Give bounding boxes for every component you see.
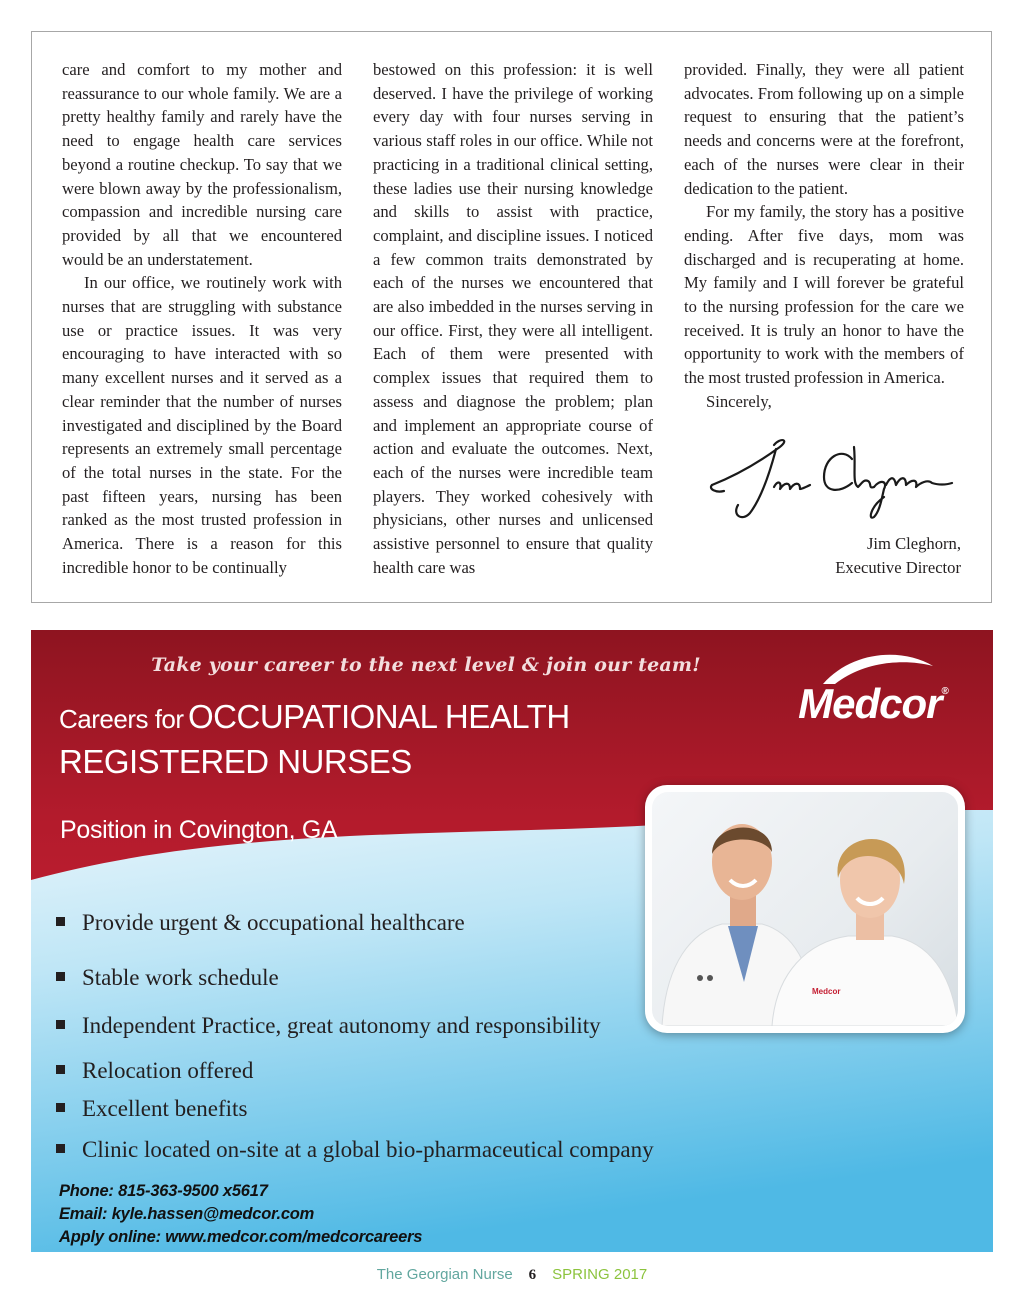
list-item: Excellent benefits xyxy=(56,1096,247,1122)
paragraph: For my family, the story has a positive ending. After five days, mom was discharged and is recuperating at home. My family and I will forever be grateful to the nursing profession for the care we received. It is truly an honor to have the opportunity to work with the members of the most trusted profession in America. xyxy=(684,202,964,388)
apply-link[interactable]: Apply online: www.medcor.com/medcorcareers xyxy=(59,1228,423,1246)
magazine-title: The Georgian Nurse xyxy=(376,1266,513,1283)
letter-box xyxy=(31,31,992,603)
ad-headline xyxy=(59,698,679,781)
letter-column-3 xyxy=(684,58,964,414)
uniform-logo-badge: Medcor xyxy=(812,987,841,996)
headline-lead: Careers for xyxy=(59,704,184,734)
medcor-logo xyxy=(783,644,963,734)
bullet-icon xyxy=(56,917,65,926)
nurses-photo-illustration xyxy=(652,792,958,1026)
email-link[interactable]: Email: kyle.hassen@medcor.com xyxy=(59,1205,315,1223)
signer-name: Jim Cleghorn, xyxy=(866,534,961,553)
bullet-icon xyxy=(56,1103,65,1112)
paragraph: In our office, we routinely work with nurses that are struggling with substance use or practice issues. It was very encouraging to have interacted with so many excellent nurses and it served as a clear reminder that the number of nurses investigated and disciplined by the Board represents an extremely small percentage of the total nurses in the state. For the past fifteen years, nursing has been ranked as the most trusted profession in America. There is a reason for this incredible honor to be continually xyxy=(62,273,342,577)
list-item: Stable work schedule xyxy=(56,965,279,991)
ad-tagline: Take your career to the next level & join our team! xyxy=(151,654,701,676)
nurses-photo xyxy=(645,785,965,1033)
contact-block xyxy=(59,1180,422,1249)
paragraph: care and comfort to my mother and reassurance to our whole family. We are a pretty healthy family and rarely have the need to engage health care services beyond a routine checkup. To say that we were blown away by the professionalism, compassion and incredible nursing care provided by all that we encountered would be an understatement. xyxy=(62,60,342,269)
signer-title: Executive Director xyxy=(835,557,961,577)
list-item: Relocation offered xyxy=(56,1058,253,1084)
position-location: Position in Covington, GA xyxy=(60,816,338,844)
list-item: Independent Practice, great autonomy and responsibility xyxy=(56,1013,601,1039)
bullet-icon xyxy=(56,1065,65,1074)
medcor-advertisement xyxy=(31,630,993,1252)
registered-mark: ® xyxy=(941,686,948,697)
issue-season: SPRING 2017 xyxy=(552,1266,648,1283)
paragraph: bestowed on this profession: it is well deserved. I have the privilege of working every day with four nurses serving in various staff roles in our office. While not practicing in a traditional clinical setting, these ladies use their nursing knowledge and skills to assist with practice, complaint, and discipline issues. I noticed a few common traits demonstrated by each of the nurses we encountered that are also imbedded in the nurses serving in our office. First, they were all intelligent. Each of them were presented with complex issues that required them to assess and diagnose the problem; plan and implement an appropriate course of action and evaluate the outcomes. Next, each of the nurses were incredible team players. They worked cohesively with physicians, other nurses and unlicensed assistive personnel to ensure that quality health care was xyxy=(373,60,653,577)
headline-line2: REGISTERED NURSES xyxy=(59,743,412,780)
headline-line1: OCCUPATIONAL HEALTH xyxy=(188,698,570,735)
phone-text: Phone: 815-363-9500 x5617 xyxy=(59,1182,268,1200)
letter-column-1 xyxy=(62,58,342,579)
list-item: Provide urgent & occupational healthcare xyxy=(56,910,465,936)
list-item: Clinic located on-site at a global bio-pharmaceutical company xyxy=(56,1137,654,1163)
logo-text: Medcor xyxy=(798,680,942,727)
bullet-icon xyxy=(56,972,65,981)
letter-column-2 xyxy=(373,58,653,579)
page-number: 6 xyxy=(528,1267,537,1283)
signature-image xyxy=(702,427,962,527)
closing: Sincerely, xyxy=(706,391,772,411)
paragraph: provided. Finally, they were all patient advocates. From following up on a simple request to ensuring that the patient’s needs and concerns were at the forefront, each of the nurses were clear in their dedication to the patient. xyxy=(684,60,964,198)
bullet-icon xyxy=(56,1144,65,1153)
bullet-icon xyxy=(56,1020,65,1029)
signer-block xyxy=(835,532,961,579)
page-footer xyxy=(0,1266,1024,1284)
